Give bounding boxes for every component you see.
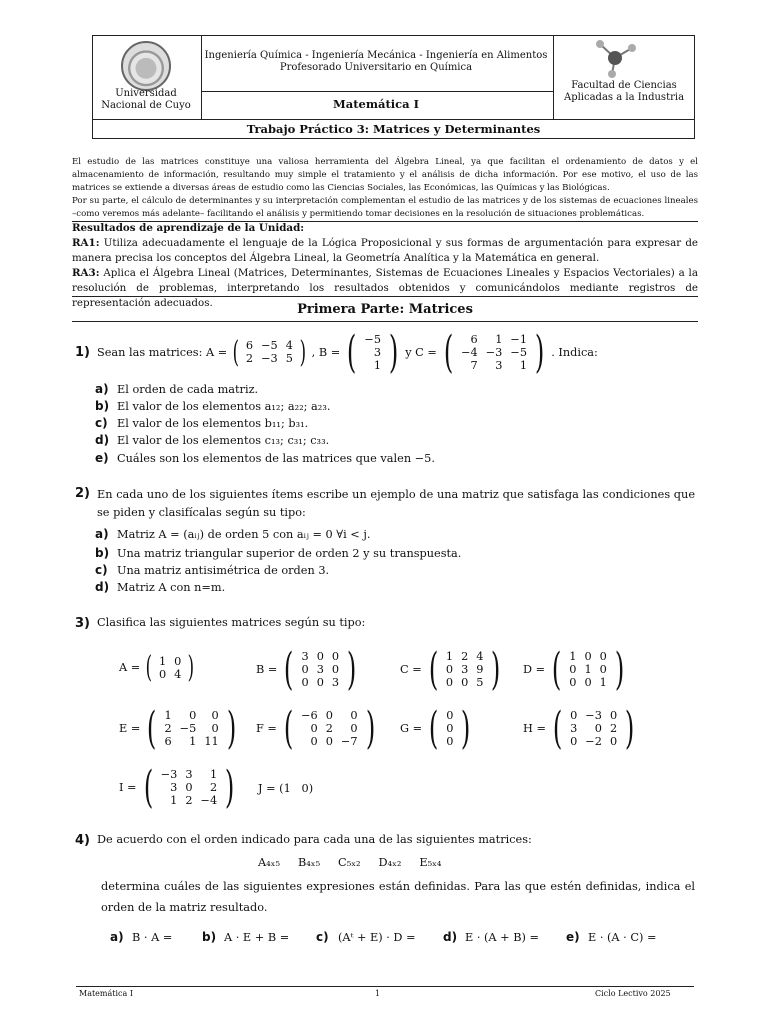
matrix-E3: E = ( 1 0 0 2 −5 0 6 1 11 ) — [119, 703, 237, 754]
ex2-item-b: b) Una matriz triangular superior de orden 2 y su transpuesta. — [95, 546, 462, 560]
subject-title: Matemática I — [333, 97, 419, 111]
ex1-item-e: e) Cuáles son los elementos de las matrices que valen −5. — [95, 451, 435, 465]
matrix-D3: D = ( 1 0 0 0 1 0 0 0 1 ) — [523, 644, 625, 695]
ex3-text: Clasifica las siguientes matrices según su tipo: — [97, 616, 366, 629]
university-seal-logo — [121, 41, 171, 91]
matrix-J3: J = (1 0) — [258, 782, 314, 795]
faculty-name: Facultad de Ciencias Aplicadas a la Industria — [563, 80, 685, 103]
ex1-statement: Sean las matrices: A = ( 6 −5 4 2 −3 5 ) , B = ( −5 3 1 ) y C = ( 6 1 −1 −4 −3 −5 7 3 1 ) . Indica: — [97, 326, 598, 378]
matrix-C3: C = ( 1 2 4 0 3 9 0 0 5 ) — [400, 644, 501, 695]
footer-right: Ciclo Lectivo 2025 — [595, 989, 671, 998]
outcome-ra1 — [72, 236, 698, 266]
intro-paragraph-1: El estudio de las matrices constituye una valiosa herramienta del Álgebra Lineal, ya que facilitan el ordenamiento de datos y el almacenamiento de información, resultando muy simple el tratamiento y el análisis de dicha información. Por ese motivo, el uso de las matrices se extiende a diversas áreas de estudio como las Ciencias Sociales, las Económicas, las Químicas y las Biológicas. — [72, 157, 698, 193]
ra1-label: RA1: — [72, 237, 100, 249]
ex1-item-a: a) El orden de cada matriz. — [95, 382, 259, 396]
matrix-F3: F = ( −6 0 0 0 2 0 0 0 −7 ) — [256, 703, 375, 754]
part-title: Primera Parte: Matrices — [297, 302, 473, 317]
matrix-B3: B = ( 3 0 0 0 3 0 0 0 3 ) — [256, 644, 357, 695]
careers-line-2: Profesorado Universitario en Química — [279, 62, 473, 73]
matrix-I3: I = ( −3 3 1 3 0 2 1 2 −4 ) — [119, 762, 235, 813]
molecule-logo — [590, 38, 640, 78]
ex4-item-b: b) A · E + B = — [202, 930, 290, 944]
ex4-text: De acuerdo con el orden indicado para cada una de las siguientes matrices: — [97, 833, 532, 846]
ex4-item-d: d) E · (A + B) = — [443, 930, 539, 944]
ex1-item-d: d) El valor de los elementos c₁₃; c₃₁; c₃₃. — [95, 433, 330, 447]
ex2-text: En cada uno de los siguientes ítems escribe un ejemplo de una matriz que satisfaga las condiciones que se piden y clasifícalas según su tipo: — [97, 488, 695, 519]
ex4-number: 4) — [75, 833, 90, 848]
outcomes-title: Resultados de aprendizaje de la Unidad: — [72, 222, 305, 234]
ra3-label: RA3: — [72, 267, 100, 279]
ex4-item-a: a) B · A = — [110, 930, 173, 944]
matrix-C: ( 6 1 −1 −4 −3 −5 7 3 1 ) — [443, 326, 545, 378]
matrix-B: ( −5 3 1 ) — [347, 326, 399, 378]
tp-title: Trabajo Práctico 3: Matrices y Determinantes — [246, 122, 541, 136]
ex1-item-b: b) El valor de los elementos a₁₂; a₂₂; a₂₃. — [95, 399, 331, 413]
ex2-item-a: a) Matriz A = (aᵢⱼ) de orden 5 con aᵢⱼ = 0 ∀i < j. — [95, 527, 371, 541]
divider — [72, 296, 698, 297]
ex1-after: . Indica: — [551, 345, 598, 359]
divider — [72, 321, 698, 322]
matrix-H3: H = ( 0 −3 0 3 0 2 0 −2 0 ) — [523, 703, 635, 754]
footer-page: 1 — [375, 989, 381, 998]
footer-left: Matemática I — [79, 989, 133, 998]
careers-line: Ingeniería Química - Ingeniería Mecánica - Ingeniería en Alimentos — [204, 50, 548, 61]
ex1-item-c: c) El valor de los elementos b₁₁; b₃₁. — [95, 416, 309, 430]
matrix-A3: A = ( 1 0 0 4 ) — [119, 650, 195, 685]
ex1-number: 1) — [75, 345, 90, 360]
intro-paragraph-2: Por su parte, el cálculo de determinantes y su interpretación complementan el estudio de las matrices y de los sistemas de ecuaciones lineales –como veremos más adelante– facilitando el análisis y permitiendo tomar decisiones en la resolución de situaciones problemáticas. — [72, 196, 698, 219]
matrix-A: ( 6 −5 4 2 −3 5 ) — [232, 334, 307, 370]
ex4-item-e: e) E · (A · C) = — [566, 930, 657, 944]
ex2-item-d: d) Matriz A con n=m. — [95, 580, 226, 594]
ex4-text2: determina cuáles de las siguientes expresiones están definidas. Para las que estén definidas, indica el orden de la matriz resultado. — [101, 880, 695, 914]
ex2-number: 2) — [75, 486, 90, 501]
ex4-item-c: c) (Aᵗ + E) · D = — [316, 930, 416, 944]
university-name: Universidad Nacional de Cuyo — [101, 88, 191, 111]
footer-rule — [76, 986, 694, 987]
ex3-number: 3) — [75, 616, 90, 631]
matrix-G3: G = ( 0 0 0 ) — [400, 703, 471, 754]
ra1-text: Utiliza adecuadamente el lenguaje de la Lógica Proposicional y sus formas de argumentación para expresar de manera precisa los conceptos del Álgebra Lineal, la Geometría Analítica y la Matemática en general. — [72, 237, 699, 264]
ra3-text: Aplica el Álgebra Lineal (Matrices, Determinantes, Sistemas de Ecuaciones Lineales y Espacios Vectoriales) a la resolución de problemas, interpretando los resultados obtenidos y comunicándolos mediante registros de representación adecuados. — [72, 267, 698, 309]
ex4-orders: A₄ₓ₅ B₄ₓ₅ C₅ₓ₂ D₄ₓ₂ E₅ₓ₄ — [258, 856, 442, 869]
ex2-item-c: c) Una matriz antisimétrica de orden 3. — [95, 563, 330, 577]
ex1-lead: Sean las matrices: A = — [97, 345, 228, 359]
